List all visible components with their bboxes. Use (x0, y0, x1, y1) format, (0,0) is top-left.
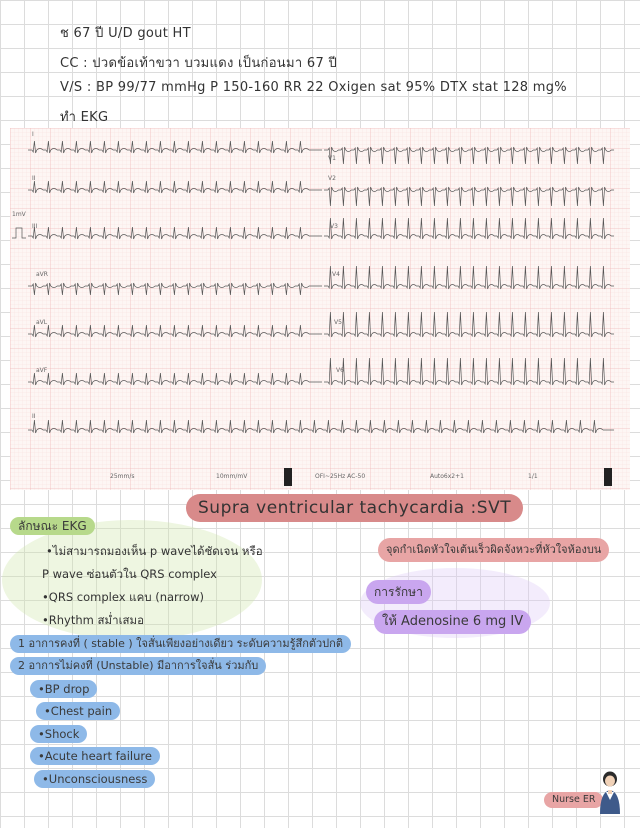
ekg-marker-left (284, 468, 292, 486)
lead-label-avf: aVF (36, 367, 48, 374)
lead-label-ii-rhythm: II (32, 413, 36, 420)
ekg-strip (10, 128, 630, 490)
diagnosis-title (186, 494, 523, 522)
vital-signs: V/S : BP 99/77 mmHg P 150-160 RR 22 Oxigen sat 95% DTX stat 128 mg% (60, 80, 567, 95)
lead-label-avl: aVL (36, 319, 48, 326)
lead-label-iii: III (32, 223, 38, 230)
feature-item: •QRS complex แคบ (narrow) (42, 590, 204, 604)
treatment-heading: การรักษา (366, 580, 431, 604)
lead-label-v3: V3 (330, 223, 338, 230)
diagnosis-title-text: Supra ventricular tachycardia :SVT (198, 498, 512, 518)
ekg-footer-speed: 25mm/s (110, 473, 135, 480)
unstable-item-unconsciousness: •Unconsciousness (34, 770, 155, 788)
nurse-avatar-icon (596, 770, 624, 814)
lead-label-avr: aVR (36, 271, 48, 278)
lead-label-v4: V4 (332, 271, 340, 278)
feature-item: P wave ซ่อนตัวใน QRS complex (42, 567, 217, 581)
stable-symptom: 1 อาการคงที่ ( stable ) ใจสั่นเพียงอย่างเดียว ระดับความรู้สึกตัวปกติ (10, 635, 351, 653)
unstable-item-chest-pain: •Chest pain (36, 702, 120, 720)
lead-label-i: I (32, 131, 34, 138)
lead-label-ii: II (32, 175, 36, 182)
unstable-item-acute-heart-failure: •Acute heart failure (30, 747, 160, 765)
ekg-footer-format: Auto6x2+1 (430, 473, 464, 480)
calibration-label: 1mV (12, 211, 26, 218)
ekg-note: ทำ EKG (60, 110, 109, 125)
ekg-footer-filter: OFI~25Hz AC-50 (315, 473, 366, 480)
feature-item: •Rhythm สม่ำเสมอ (42, 613, 145, 627)
ekg-marker-right (604, 468, 612, 486)
brand-badge: Nurse ER (544, 792, 603, 808)
patient-info: ช 67 ปี U/D gout HT (60, 26, 191, 41)
chief-complaint: CC : ปวดข้อเท้าขวา บวมแดง เป็นก่อนมา 67 ปี (60, 56, 338, 71)
lead-label-v5: V5 (334, 319, 342, 326)
ekg-features-heading: ลักษณะ EKG (10, 517, 95, 535)
unstable-item-bp-drop: •BP drop (30, 680, 97, 698)
lead-label-v2: V2 (328, 175, 336, 182)
lead-label-v6: V6 (336, 367, 344, 374)
feature-item: •ไม่สามารถมองเห็น p waveได้ชัดเจน หรือ (46, 544, 263, 558)
lead-label-v1: V1 (328, 155, 336, 162)
unstable-symptom: 2 อาการไม่คงที่ (Unstable) มีอาการใจสั่น ร่วมกับ (10, 657, 266, 675)
ekg-footer-gain: 10mm/mV (216, 473, 248, 480)
treatment-drug: ให้ Adenosine 6 mg IV (374, 610, 531, 634)
origin-note: จุดกำเนิดหัวใจเต้นเร็วผิดจังหวะที่หัวใจห้องบน (378, 538, 609, 562)
unstable-item-shock: •Shock (30, 725, 87, 743)
ekg-footer-page: 1/1 (528, 473, 538, 480)
